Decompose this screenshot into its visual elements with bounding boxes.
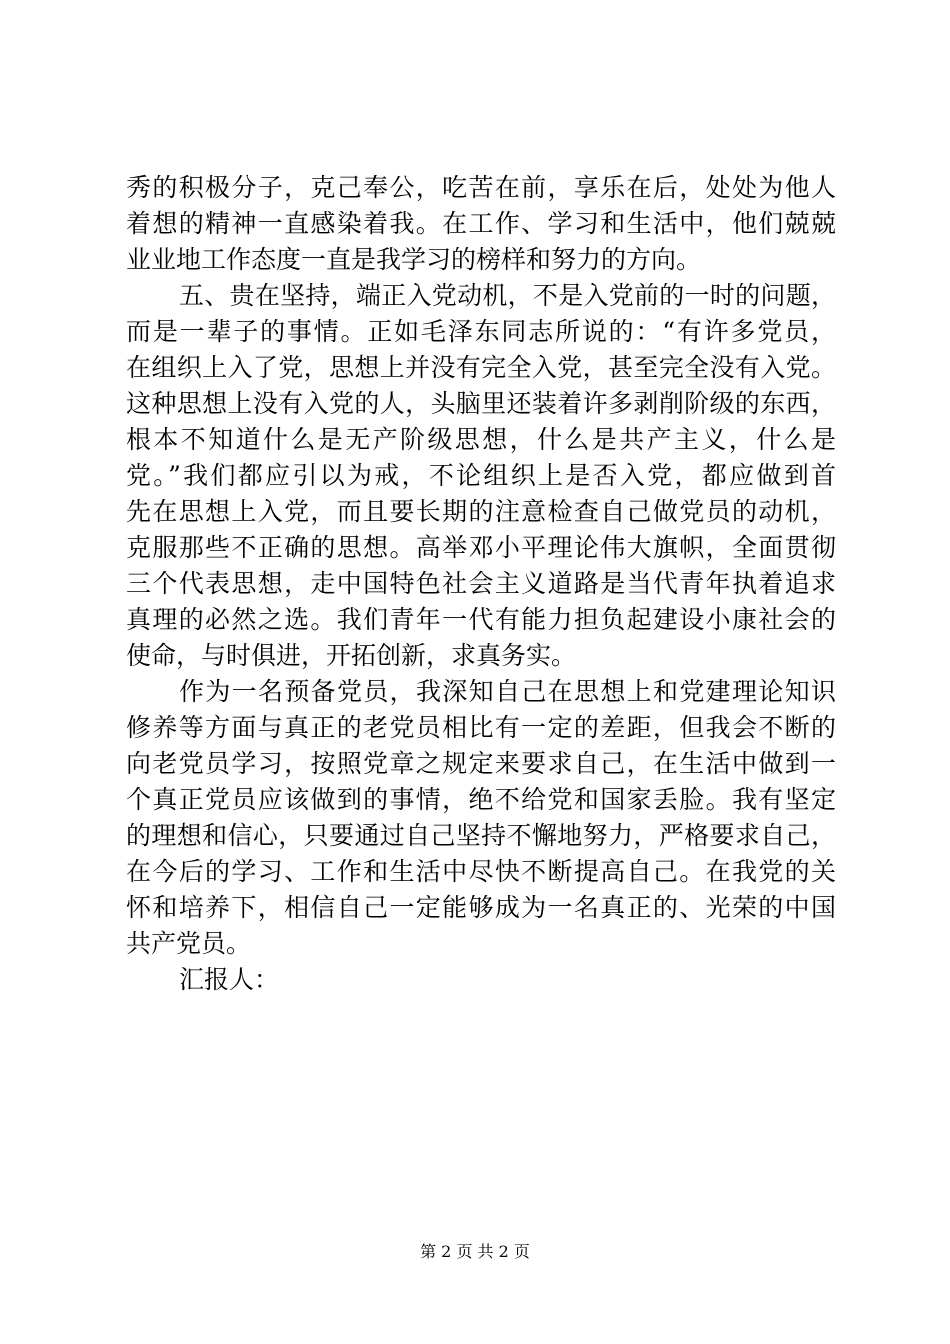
text-line: 作为一名预备党员，我深知自己在思想上和党建理论知识	[179, 677, 836, 706]
text-line: 怀和培养下，相信自己一定能够成为一名真正的、光荣的中国	[126, 893, 836, 922]
text-line: 五、贵在坚持，端正入党动机，不是入党前的一时的问题，	[179, 281, 836, 310]
text-line: 着想的精神一直感染着我。在工作、学习和生活中，他们兢兢	[126, 209, 836, 238]
text-line: 个真正党员应该做到的事情，绝不给党和国家丢脸。我有坚定	[126, 785, 836, 814]
text-line: 在今后的学习、工作和生活中尽快不断提高自己。在我党的关	[126, 857, 836, 886]
text-line: 而是一辈子的事情。正如毛泽东同志所说的：“有许多党员，	[126, 317, 836, 346]
text-line: 秀的积极分子，克己奉公，吃苦在前，享乐在后，处处为他人	[126, 173, 836, 202]
text-line: 业业地工作态度一直是我学习的榜样和努力的方向。	[126, 245, 702, 274]
text-line: 党。”我们都应引以为戒，不论组织上是否入党，都应做到首	[126, 461, 836, 490]
text-line: 先在思想上入党，而且要长期的注意检查自己做党员的动机，	[126, 497, 836, 526]
text-line: 真理的必然之选。我们青年一代有能力担负起建设小康社会的	[126, 605, 836, 634]
reporter-label: 汇报人：	[179, 965, 280, 994]
text-line: 在组织上入了党，思想上并没有完全入党，甚至完全没有入党。	[126, 353, 836, 382]
text-line: 共产党员。	[126, 929, 252, 958]
text-line: 向老党员学习，按照党章之规定来要求自己，在生活中做到一	[126, 749, 836, 778]
text-line: 修养等方面与真正的老党员相比有一定的差距，但我会不断的	[126, 713, 836, 742]
page-number-footer: 第 2 页 共 2 页	[420, 1242, 530, 1261]
text-line: 克服那些不正确的思想。高举邓小平理论伟大旗帜，全面贯彻	[126, 533, 836, 562]
text-line: 的理想和信心，只要通过自己坚持不懈地努力，严格要求自己，	[126, 821, 836, 850]
text-line: 这种思想上没有入党的人，头脑里还装着许多剥削阶级的东西，	[126, 389, 836, 418]
text-line: 根本不知道什么是无产阶级思想，什么是共产主义，什么是	[126, 425, 836, 454]
document-body	[126, 170, 836, 998]
text-line: 三个代表思想，走中国特色社会主义道路是当代青年执着追求	[126, 569, 836, 598]
text-line: 使命，与时俱进，开拓创新，求真务实。	[126, 641, 577, 670]
